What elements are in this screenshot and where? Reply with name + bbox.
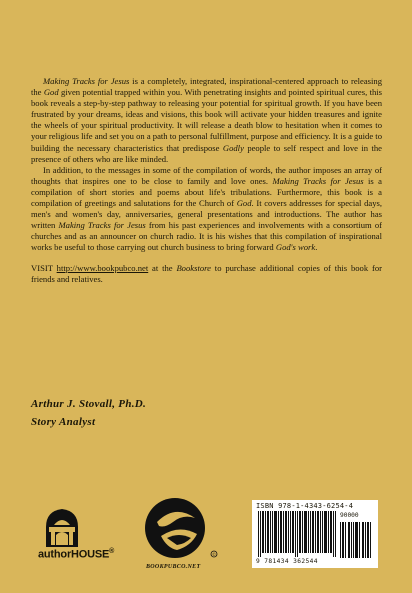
author-signature [31,395,146,431]
text-span: . [315,242,318,253]
barcode-bars [258,511,338,557]
paragraph-1 [31,76,382,165]
author-role: Story Analyst [31,416,96,428]
barcode-digits: 9 781434 362544 [256,558,318,565]
description-text [31,76,382,285]
text-span: from his past experiences and involvements with a consortium of churches and as an announcer on church radio. It is his wishes that this compilation of inspirational works be useful to those carrying out church business to bring forward [31,220,383,253]
text-span: is a completely, integrated, inspirational-centered approach to releasing the [31,76,382,98]
text-span: to purchase additional copies of this book for friends and relatives. [31,262,382,284]
author-name: Arthur J. Stovall, Ph.D. [31,398,147,410]
emphasis: God [236,198,252,209]
emphasis: Bookstore [176,262,211,273]
text-span: VISIT [31,262,57,273]
book-title: Making Tracks for Jesus [58,220,146,231]
text-span: author [38,548,72,561]
paragraph-2 [31,165,382,254]
addon-code: 90000 [340,512,359,519]
bookpubco-logo-icon [137,492,221,566]
book-title: Making Tracks for Jesus [43,76,130,86]
addon-bars [340,522,372,558]
website-link[interactable]: http://www.bookpubco.net [56,262,149,273]
book-title: Making Tracks for Jesus [272,175,364,186]
copyright-mark: © [212,552,216,557]
emphasis: Godly [222,142,244,153]
barcode [252,500,378,568]
text-span: is a compilation of short stories and poems about life's tribulations. Furthermore, this book is a compilation of greetings and salutations for the Church of [31,175,383,209]
bookpubco-wordmark: BOOKPUBCO.NET [146,564,201,570]
text-span: given potential trapped within you. With penetrating insights and pointed spiritual cures, this book reveals a step-by-step pathway to releasing your potential for spiritual growth. If you have been frustrated by your dreams, ideas and visions, this book will activate your hidden treasures and ignite the wheels of your spiritual productivity. It will release a death blow to hesitation when it comes to your religious life and set you on a path to personal fulfillment, purpose and efficiency. It is a guide to building the necessary characteristics that predispose [31,87,382,153]
authorhouse-wordmark [38,548,114,561]
emphasis: God's work [275,242,316,253]
text-span: at the [148,262,177,273]
emphasis: God [43,87,59,98]
paragraph-3 [31,263,382,285]
isbn-text: ISBN 978-1-4343-6254-4 [256,502,354,510]
text-span: . It covers addresses for special days, men's and women's day, anniversaries, general presentations and introductions. The author has written [31,198,382,231]
text-span: HOUSE [71,548,110,561]
text-span: people to self respect and love in the presence of others who are like minded. [31,142,382,164]
text-span: ® [109,548,115,555]
text-span: In addition, to the messages in some of the compilation of words, the author imposes an array of thoughts that inspires one to be close to family and love ones. [31,164,382,186]
